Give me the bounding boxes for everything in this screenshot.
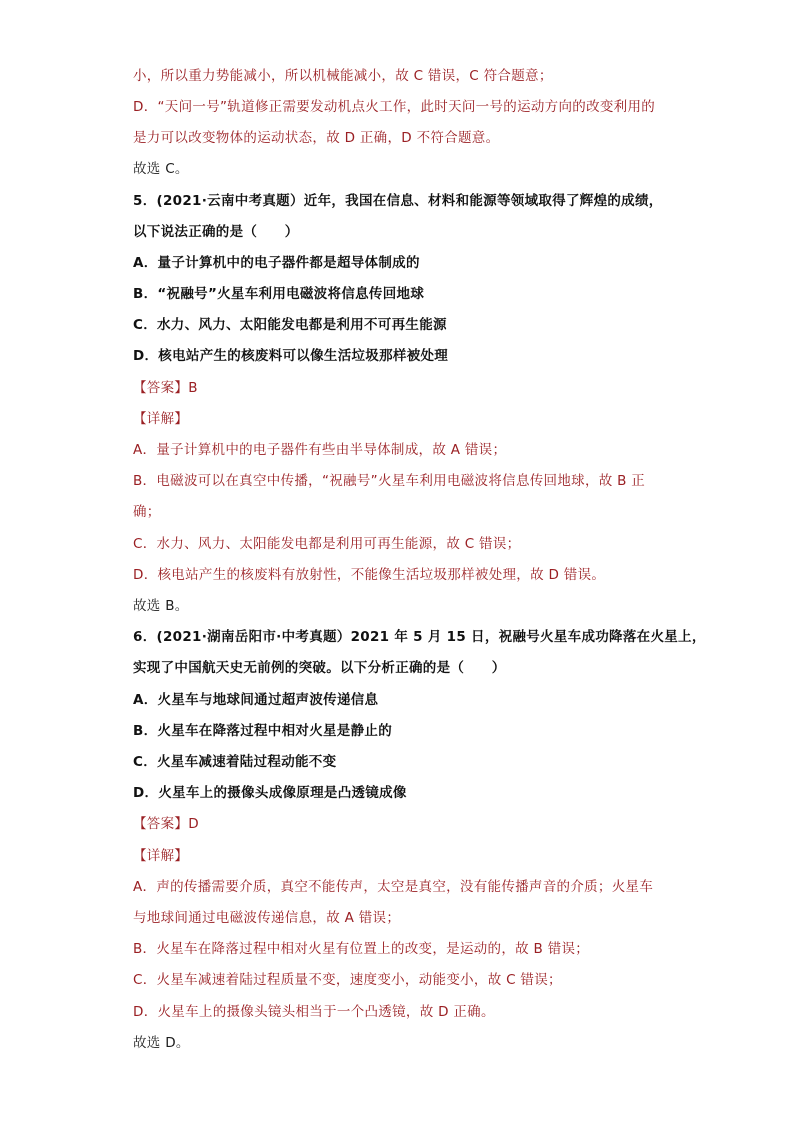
text-line: 确； [133, 504, 161, 520]
text-line: C．水力、风力、太阳能发电都是利用可再生能源，故 C 错误； [133, 536, 521, 552]
question-5-option-c: C．水力、风力、太阳能发电都是利用不可再生能源 [133, 317, 447, 333]
text-line: A．声的传播需要介质，真空不能传声，太空是真空，没有能传播声音的介质；火星车 [133, 879, 654, 895]
text-line: D．核电站产生的核废料有放射性，不能像生活垃圾那样被处理，故 D 错误。 [133, 567, 606, 583]
text-line: 小，所以重力势能减小，所以机械能减小，故 C 错误，C 符合题意； [133, 68, 553, 84]
question-5-option-d: D．核电站产生的核废料可以像生活垃圾那样被处理 [133, 348, 449, 364]
text-line: 与地球间通过电磁波传递信息，故 A 错误； [133, 910, 401, 926]
text-line: C．火星车减速着陆过程质量不变，速度变小，动能变小，故 C 错误； [133, 972, 562, 988]
text-line: D．火星车上的摄像头镜头相当于一个凸透镜，故 D 正确。 [133, 1004, 495, 1020]
text-line: D．“天问一号”轨道修正需要发动机点火工作，此时天问一号的运动方向的改变利用的 [133, 99, 656, 115]
question-5-option-b: B．“祝融号”火星车利用电磁波将信息传回地球 [133, 286, 425, 302]
text-line: 故选 B。 [133, 598, 189, 614]
answer-label: 【答案】B [133, 380, 198, 396]
text-line: 故选 C。 [133, 161, 189, 177]
question-6-stem: 6．(2021·湖南岳阳市·中考真题）2021 年 5 月 15 日，祝融号火星车成功降落在火星上， [133, 629, 706, 645]
text-line: B．火星车在降落过程中相对火星有位置上的改变，是运动的，故 B 错误； [133, 941, 590, 957]
question-6-option-a: A．火星车与地球间通过超声波传递信息 [133, 692, 379, 708]
text-line: A．量子计算机中的电子器件有些由半导体制成，故 A 错误； [133, 442, 507, 458]
explanation-label: 【详解】 [133, 411, 189, 427]
question-5-stem: 5．(2021·云南中考真题）近年，我国在信息、材料和能源等领域取得了辉煌的成绩， [133, 193, 663, 209]
answer-label: 【答案】D [133, 816, 199, 832]
question-6-option-d: D．火星车上的摄像头成像原理是凸透镜成像 [133, 785, 407, 801]
text-line: 故选 D。 [133, 1035, 190, 1051]
question-6-option-b: B．火星车在降落过程中相对火星是静止的 [133, 723, 392, 739]
text-line: B．电磁波可以在真空中传播，“祝融号”火星车利用电磁波将信息传回地球，故 B 正 [133, 473, 646, 489]
question-6-option-c: C．火星车减速着陆过程动能不变 [133, 754, 337, 770]
question-6-stem: 实现了中国航天史无前例的突破。以下分析正确的是（ ） [133, 660, 506, 676]
question-5-stem: 以下说法正确的是（ ） [133, 224, 299, 240]
text-line: 是力可以改变物体的运动状态，故 D 正确，D 不符合题意。 [133, 130, 500, 146]
explanation-label: 【详解】 [133, 848, 189, 864]
question-5-option-a: A．量子计算机中的电子器件都是超导体制成的 [133, 255, 420, 271]
